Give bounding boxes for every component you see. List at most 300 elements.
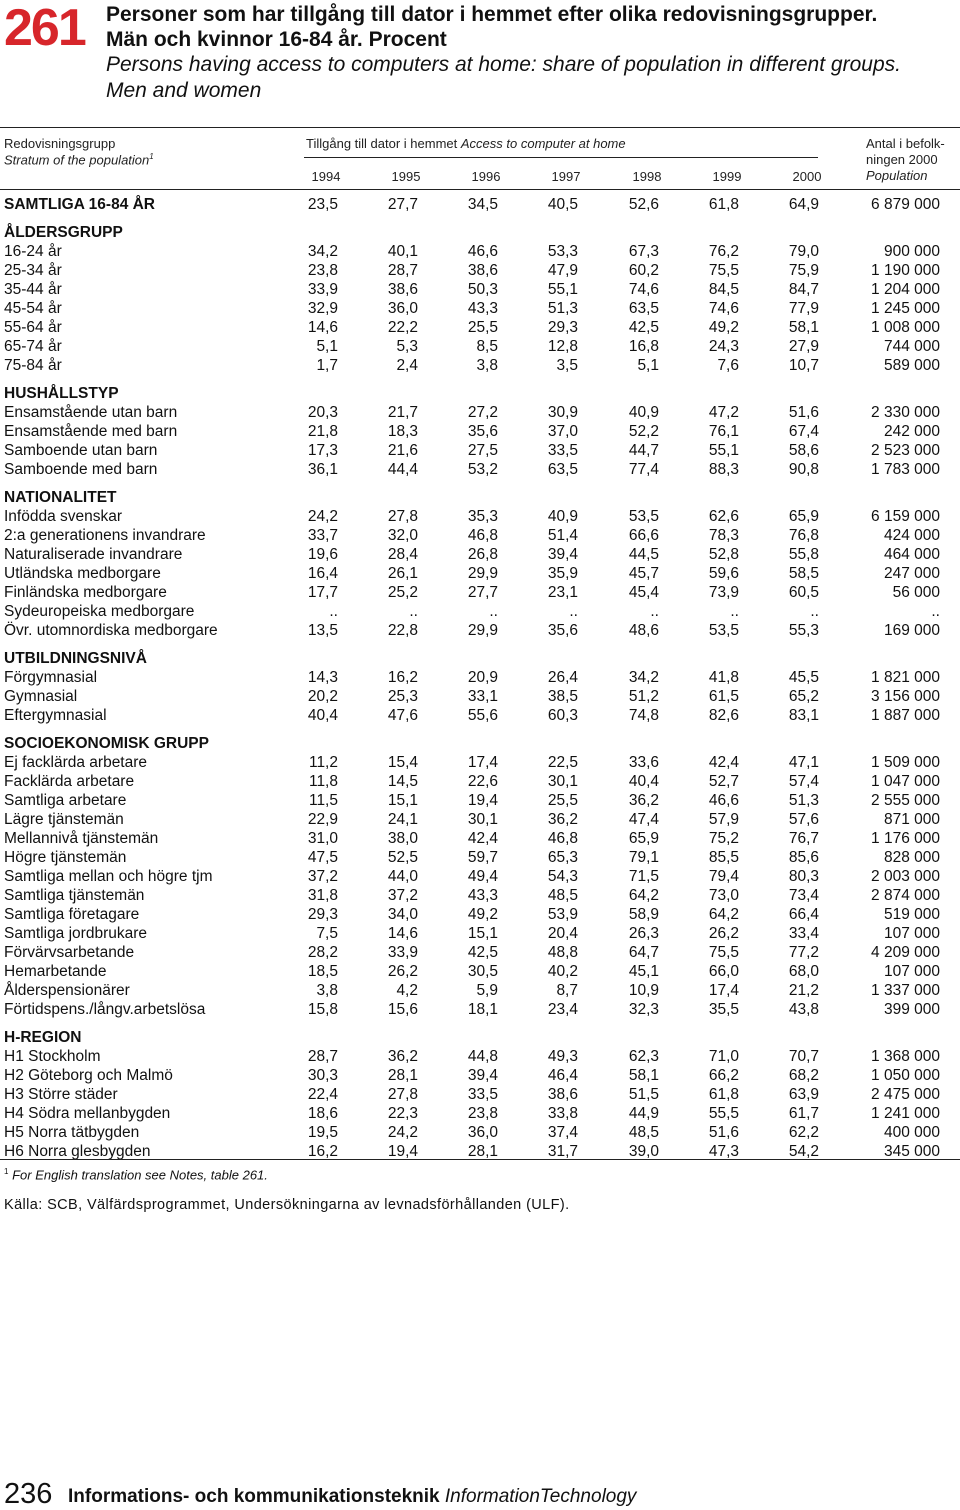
table-row <box>0 1000 960 1019</box>
table-row <box>0 261 960 280</box>
row-label: NATIONALITET <box>4 489 117 506</box>
value-cell-1995: 28,7 <box>387 262 418 279</box>
value-cell-2000: 54,2 <box>788 1143 819 1160</box>
value-cell-1998: 58,9 <box>628 906 659 923</box>
population-cell: 1 368 000 <box>871 1048 940 1065</box>
value-cell-1996: 53,2 <box>467 461 498 478</box>
value-cell-1997: 35,9 <box>547 565 578 582</box>
table-row <box>0 1123 960 1142</box>
population-cell: 1 050 000 <box>871 1067 940 1084</box>
row-label: 55-64 år <box>4 319 62 336</box>
population-cell: 56 000 <box>892 584 940 601</box>
value-cell-1995: 44,4 <box>387 461 418 478</box>
value-cell-1995: 26,1 <box>387 565 418 582</box>
value-cell-1996: 33,5 <box>467 1086 498 1103</box>
value-cell-1999: 75,2 <box>708 830 739 847</box>
year-header-2000: 2000 <box>792 169 822 184</box>
page-number: 236 <box>4 1478 53 1510</box>
population-cell: 107 000 <box>883 925 940 942</box>
value-cell-1994: 11,8 <box>308 773 338 790</box>
running-footer-en: InformationTechnology <box>444 1486 637 1507</box>
value-cell-1996: 42,5 <box>467 944 498 961</box>
value-cell-1999: 78,3 <box>708 527 739 544</box>
row-label: Sydeuropeiska medborgare <box>4 603 195 620</box>
value-cell-1997: 40,2 <box>547 963 578 980</box>
value-cell-1996: 27,7 <box>467 584 498 601</box>
value-cell-1995: 21,6 <box>387 442 418 459</box>
value-cell-1994: 14,3 <box>307 669 338 686</box>
row-label: 45-54 år <box>4 300 62 317</box>
value-cell-1996: 5,9 <box>476 982 498 999</box>
value-cell-1995: 27,7 <box>387 196 418 213</box>
year-header-1998: 1998 <box>632 169 662 184</box>
population-cell: 2 874 000 <box>871 887 940 904</box>
value-cell-1995: 22,2 <box>387 319 418 336</box>
value-cell-1999: 74,6 <box>708 300 739 317</box>
value-cell-1996: 46,6 <box>467 243 498 260</box>
value-cell-1997: 46,4 <box>547 1067 578 1084</box>
title-english-line2: Men and women <box>106 79 262 102</box>
value-cell-1999: 61,8 <box>708 196 739 213</box>
population-cell: 6 159 000 <box>871 508 940 525</box>
value-cell-1996: 3,8 <box>476 357 498 374</box>
value-cell-1995: 27,8 <box>387 508 418 525</box>
value-cell-1999: 47,3 <box>708 1143 739 1160</box>
value-cell-2000: 80,3 <box>788 868 819 885</box>
value-cell-1999: 75,5 <box>708 944 739 961</box>
value-cell-2000: 77,9 <box>788 300 819 317</box>
value-cell-1995: 25,3 <box>387 688 418 705</box>
value-cell-1999: 84,5 <box>708 281 739 298</box>
row-label: Ensamstående utan barn <box>4 404 178 421</box>
population-cell: 2 330 000 <box>871 404 940 421</box>
value-cell-1999: 52,7 <box>708 773 739 790</box>
row-label: UTBILDNINGSNIVÅ <box>4 650 147 667</box>
source-note: Källa: SCB, Välfärdsprogrammet, Undersökningarna av levnadsförhållanden (ULF). <box>4 1197 570 1213</box>
running-footer-sv: Informations- och kommunikationsteknik <box>68 1486 440 1507</box>
population-cell: 1 241 000 <box>871 1105 940 1122</box>
row-label: 75-84 år <box>4 357 62 374</box>
row-label: Samtliga jordbrukare <box>4 925 148 942</box>
row-label: Gymnasial <box>4 688 78 705</box>
value-cell-1994: 18,5 <box>307 963 338 980</box>
value-cell-1998: 67,3 <box>628 243 659 260</box>
value-cell-1998: 79,1 <box>628 849 659 866</box>
value-cell-2000: 85,6 <box>788 849 819 866</box>
value-cell-2000: 66,4 <box>788 906 819 923</box>
value-cell-1994: 11,2 <box>308 754 338 771</box>
value-cell-1995: 47,6 <box>387 707 418 724</box>
row-label: ÅLDERSGRUPP <box>4 224 123 241</box>
row-label: 2:a generationens invandrare <box>4 527 206 544</box>
value-cell-1998: 52,2 <box>628 423 659 440</box>
population-cell: 6 879 000 <box>871 196 940 213</box>
table-row <box>0 356 960 375</box>
row-label: H1 Stockholm <box>4 1048 101 1065</box>
value-cell-1998: 60,2 <box>628 262 659 279</box>
value-cell-1997: 25,5 <box>547 792 578 809</box>
value-cell-1995: 19,4 <box>387 1143 418 1160</box>
value-cell-1994: 16,2 <box>307 1143 338 1160</box>
value-cell-1994: 28,2 <box>307 944 338 961</box>
header-top-rule <box>0 127 960 128</box>
value-cell-1998: 63,5 <box>628 300 659 317</box>
row-label: H4 Södra mellanbygden <box>4 1105 171 1122</box>
row-label: Förvärvsarbetande <box>4 944 135 961</box>
header-bottom-rule <box>0 189 960 190</box>
value-cell-1997: 46,8 <box>547 830 578 847</box>
table-row <box>0 602 960 621</box>
row-label: Ensamstående med barn <box>4 423 178 440</box>
value-cell-1996: 22,6 <box>467 773 498 790</box>
value-cell-1999: 71,0 <box>708 1048 739 1065</box>
table-row <box>0 981 960 1000</box>
value-cell-1995: 18,3 <box>387 423 418 440</box>
value-cell-1999: 17,4 <box>708 982 739 999</box>
value-cell-1995: 52,5 <box>387 849 418 866</box>
population-cell: 828 000 <box>883 849 940 866</box>
value-cell-1995: 32,0 <box>387 527 418 544</box>
value-cell-2000: 75,9 <box>788 262 819 279</box>
row-label: H-REGION <box>4 1029 82 1046</box>
population-cell: 871 000 <box>883 811 940 828</box>
value-cell-1996: 36,0 <box>467 1124 498 1141</box>
section-heading <box>0 384 960 403</box>
value-cell-1997: 8,7 <box>556 982 578 999</box>
value-cell-1998: 64,2 <box>628 887 659 904</box>
section-heading <box>0 223 960 242</box>
row-label: Samboende med barn <box>4 461 158 478</box>
value-cell-1998: 42,5 <box>628 319 659 336</box>
value-cell-1999: 61,8 <box>708 1086 739 1103</box>
value-cell-1997: 47,9 <box>547 262 578 279</box>
table-row <box>0 687 960 706</box>
value-cell-1998: .. <box>650 603 659 620</box>
population-cell: 107 000 <box>883 963 940 980</box>
value-cell-1996: 19,4 <box>467 792 498 809</box>
population-cell: 400 000 <box>883 1124 940 1141</box>
value-cell-1996: 27,2 <box>467 404 498 421</box>
value-cell-2000: 57,6 <box>788 811 819 828</box>
value-cell-1997: 48,5 <box>547 887 578 904</box>
value-cell-2000: 79,0 <box>788 243 819 260</box>
row-label: H5 Norra tätbygden <box>4 1124 140 1141</box>
year-header-1997: 1997 <box>551 169 581 184</box>
row-label: Samtliga mellan och högre tjm <box>4 868 213 885</box>
value-cell-1995: 40,1 <box>387 243 418 260</box>
value-cell-1996: 35,6 <box>467 423 498 440</box>
header-span-rule <box>304 157 818 158</box>
row-label: Samtliga tjänstemän <box>4 887 145 904</box>
value-cell-1994: 22,9 <box>307 811 338 828</box>
value-cell-1999: 76,2 <box>708 243 739 260</box>
header-stratum-en: Stratum of the population$^1$ <box>4 152 154 168</box>
section-heading <box>0 649 960 668</box>
value-cell-1997: .. <box>569 603 578 620</box>
value-cell-1998: 26,3 <box>628 925 659 942</box>
table-row <box>0 422 960 441</box>
row-label: Finländska medborgare <box>4 584 167 601</box>
value-cell-1998: 48,5 <box>628 1124 659 1141</box>
table-row <box>0 867 960 886</box>
value-cell-2000: 73,4 <box>788 887 819 904</box>
value-cell-1999: 61,5 <box>708 688 739 705</box>
value-cell-2000: .. <box>810 603 819 620</box>
population-cell: 169 000 <box>883 622 940 639</box>
value-cell-1996: 29,9 <box>467 565 498 582</box>
row-label: SOCIOEKONOMISK GRUPP <box>4 735 209 752</box>
value-cell-2000: 60,5 <box>788 584 819 601</box>
value-cell-1994: 14,6 <box>307 319 338 336</box>
header-access <box>306 136 626 151</box>
value-cell-1998: 65,9 <box>628 830 659 847</box>
value-cell-1998: 33,6 <box>628 754 659 771</box>
population-cell: 1 509 000 <box>871 754 940 771</box>
value-cell-1999: 46,6 <box>708 792 739 809</box>
value-cell-1997: 36,2 <box>547 811 578 828</box>
value-cell-1995: 34,0 <box>387 906 418 923</box>
value-cell-2000: 65,2 <box>788 688 819 705</box>
value-cell-1998: 52,6 <box>628 196 659 213</box>
population-cell: 1 047 000 <box>871 773 940 790</box>
row-label: Förtidspens./långv.arbetslösa <box>4 1001 206 1018</box>
value-cell-1994: 18,6 <box>307 1105 338 1122</box>
value-cell-1995: 2,4 <box>396 357 418 374</box>
value-cell-1995: 28,1 <box>387 1067 418 1084</box>
table-row <box>0 242 960 261</box>
value-cell-1996: 15,1 <box>467 925 498 942</box>
value-cell-1997: 40,5 <box>547 196 578 213</box>
table-row <box>0 337 960 356</box>
population-cell: 1 176 000 <box>871 830 940 847</box>
value-cell-1999: 62,6 <box>708 508 739 525</box>
value-cell-2000: 76,8 <box>788 527 819 544</box>
population-cell: 1 204 000 <box>871 281 940 298</box>
value-cell-1994: 40,4 <box>307 707 338 724</box>
population-cell: 3 156 000 <box>871 688 940 705</box>
row-label: Samtliga företagare <box>4 906 140 923</box>
population-cell: 247 000 <box>883 565 940 582</box>
value-cell-1999: 24,3 <box>708 338 739 355</box>
value-cell-1999: 75,5 <box>708 262 739 279</box>
value-cell-1998: 45,7 <box>628 565 659 582</box>
value-cell-1998: 45,1 <box>628 963 659 980</box>
value-cell-1999: 41,8 <box>708 669 739 686</box>
value-cell-1994: .. <box>329 603 338 620</box>
value-cell-2000: 45,5 <box>788 669 819 686</box>
value-cell-1995: 24,2 <box>387 1124 418 1141</box>
value-cell-2000: 61,7 <box>788 1105 819 1122</box>
value-cell-2000: 55,8 <box>788 546 819 563</box>
row-label: Ålderspensionärer <box>4 982 130 999</box>
table-body <box>0 195 960 1161</box>
value-cell-2000: 58,6 <box>788 442 819 459</box>
value-cell-1994: 30,3 <box>307 1067 338 1084</box>
value-cell-1995: 38,0 <box>387 830 418 847</box>
row-label: Samtliga arbetare <box>4 792 127 809</box>
value-cell-1998: 40,9 <box>628 404 659 421</box>
value-cell-1997: 37,0 <box>547 423 578 440</box>
value-cell-1994: 28,7 <box>307 1048 338 1065</box>
row-label: Lägre tjänstemän <box>4 811 124 828</box>
value-cell-1994: 5,1 <box>316 338 338 355</box>
value-cell-1995: 21,7 <box>387 404 418 421</box>
section-heading <box>0 734 960 753</box>
value-cell-1997: 22,5 <box>547 754 578 771</box>
value-cell-1997: 51,3 <box>547 300 578 317</box>
value-cell-2000: 58,5 <box>788 565 819 582</box>
value-cell-1999: 53,5 <box>708 622 739 639</box>
value-cell-1998: 62,3 <box>628 1048 659 1065</box>
value-cell-1998: 5,1 <box>637 357 659 374</box>
table-row <box>0 668 960 687</box>
population-cell: .. <box>931 603 940 620</box>
population-cell: 1 887 000 <box>871 707 940 724</box>
value-cell-1996: 18,1 <box>467 1001 498 1018</box>
table-row <box>0 507 960 526</box>
section-heading <box>0 488 960 507</box>
table-row <box>0 706 960 725</box>
value-cell-1997: 53,3 <box>547 243 578 260</box>
value-cell-1994: 13,5 <box>307 622 338 639</box>
value-cell-1994: 29,3 <box>307 906 338 923</box>
value-cell-1998: 58,1 <box>628 1067 659 1084</box>
value-cell-1997: 29,3 <box>547 319 578 336</box>
value-cell-1996: 43,3 <box>467 887 498 904</box>
population-cell: 2 555 000 <box>871 792 940 809</box>
value-cell-1994: 34,2 <box>307 243 338 260</box>
value-cell-1997: 55,1 <box>547 281 578 298</box>
table-bottom-rule <box>0 1159 960 1160</box>
value-cell-1996: 50,3 <box>467 281 498 298</box>
value-cell-1994: 23,8 <box>307 262 338 279</box>
value-cell-1998: 51,2 <box>628 688 659 705</box>
footnote: $^1$ For English translation see Notes, table 261. <box>4 1167 268 1183</box>
value-cell-2000: 84,7 <box>788 281 819 298</box>
running-footer <box>68 1485 636 1509</box>
header-pop-sv2: ningen 2000 <box>866 152 938 167</box>
value-cell-1994: 15,8 <box>307 1001 338 1018</box>
value-cell-1999: 57,9 <box>708 811 739 828</box>
value-cell-1998: 47,4 <box>628 811 659 828</box>
value-cell-1998: 40,4 <box>628 773 659 790</box>
value-cell-1999: 35,5 <box>708 1001 739 1018</box>
value-cell-2000: 58,1 <box>788 319 819 336</box>
table-row <box>0 545 960 564</box>
value-cell-2000: 90,8 <box>788 461 819 478</box>
value-cell-1995: 27,8 <box>387 1086 418 1103</box>
population-cell: 589 000 <box>883 357 940 374</box>
row-label: Facklärda arbetare <box>4 773 135 790</box>
value-cell-2000: 83,1 <box>788 707 819 724</box>
value-cell-1997: 63,5 <box>547 461 578 478</box>
header-pop-sv1: Antal i befolk- <box>866 136 945 151</box>
year-header-1994: 1994 <box>311 169 341 184</box>
value-cell-2000: 57,4 <box>788 773 819 790</box>
row-label: Högre tjänstemän <box>4 849 127 866</box>
value-cell-1998: 48,6 <box>628 622 659 639</box>
value-cell-1995: .. <box>409 603 418 620</box>
value-cell-2000: 10,7 <box>788 357 819 374</box>
value-cell-1998: 44,7 <box>628 442 659 459</box>
value-cell-1996: 25,5 <box>467 319 498 336</box>
population-cell: 399 000 <box>883 1001 940 1018</box>
value-cell-1994: 1,7 <box>316 357 338 374</box>
value-cell-1999: 42,4 <box>708 754 739 771</box>
value-cell-1994: 20,3 <box>307 404 338 421</box>
table-row <box>0 1047 960 1066</box>
value-cell-1994: 21,8 <box>307 423 338 440</box>
population-cell: 1 337 000 <box>871 982 940 999</box>
value-cell-1995: 36,0 <box>387 300 418 317</box>
year-header-1995: 1995 <box>391 169 421 184</box>
value-cell-1996: 30,5 <box>467 963 498 980</box>
year-header-1999: 1999 <box>712 169 742 184</box>
table-row <box>0 772 960 791</box>
value-cell-1994: 33,7 <box>307 527 338 544</box>
population-cell: 519 000 <box>883 906 940 923</box>
population-cell: 242 000 <box>883 423 940 440</box>
value-cell-1996: 46,8 <box>467 527 498 544</box>
value-cell-1997: 26,4 <box>547 669 578 686</box>
value-cell-1997: 20,4 <box>547 925 578 942</box>
population-cell: 2 523 000 <box>871 442 940 459</box>
value-cell-1999: 85,5 <box>708 849 739 866</box>
value-cell-1998: 71,5 <box>628 868 659 885</box>
header-access-en: Access to computer at home <box>460 136 626 151</box>
row-label: 65-74 år <box>4 338 62 355</box>
row-label: SAMTLIGA 16-84 ÅR <box>4 196 156 213</box>
value-cell-2000: 62,2 <box>788 1124 819 1141</box>
value-cell-1996: 38,6 <box>467 262 498 279</box>
population-cell: 4 209 000 <box>871 944 940 961</box>
value-cell-2000: 33,4 <box>788 925 819 942</box>
value-cell-1996: 20,9 <box>467 669 498 686</box>
value-cell-1994: 36,1 <box>307 461 338 478</box>
value-cell-1997: 60,3 <box>547 707 578 724</box>
value-cell-1996: 55,6 <box>467 707 498 724</box>
value-cell-2000: 43,8 <box>788 1001 819 1018</box>
value-cell-1995: 37,2 <box>387 887 418 904</box>
value-cell-1999: 51,6 <box>708 1124 739 1141</box>
table-row <box>0 621 960 640</box>
value-cell-1999: 55,5 <box>708 1105 739 1122</box>
value-cell-1997: 39,4 <box>547 546 578 563</box>
population-cell: 900 000 <box>883 243 940 260</box>
row-label: 16-24 år <box>4 243 62 260</box>
value-cell-1995: 14,6 <box>387 925 418 942</box>
value-cell-1995: 36,2 <box>387 1048 418 1065</box>
value-cell-1998: 74,8 <box>628 707 659 724</box>
value-cell-1996: 17,4 <box>467 754 498 771</box>
value-cell-1997: 40,9 <box>547 508 578 525</box>
value-cell-2000: 68,0 <box>788 963 819 980</box>
value-cell-1996: 59,7 <box>467 849 498 866</box>
value-cell-1999: 73,0 <box>708 887 739 904</box>
value-cell-1995: 4,2 <box>396 982 418 999</box>
population-cell: 345 000 <box>883 1143 940 1160</box>
row-label: Naturaliserade invandrare <box>4 546 183 563</box>
value-cell-2000: 51,6 <box>788 404 819 421</box>
value-cell-1995: 38,6 <box>387 281 418 298</box>
value-cell-1997: 33,5 <box>547 442 578 459</box>
header-pop-en: Population <box>866 168 928 183</box>
value-cell-1998: 32,3 <box>628 1001 659 1018</box>
value-cell-2000: 70,7 <box>788 1048 819 1065</box>
table-row <box>0 195 960 214</box>
table-row <box>0 583 960 602</box>
value-cell-1995: 44,0 <box>387 868 418 885</box>
